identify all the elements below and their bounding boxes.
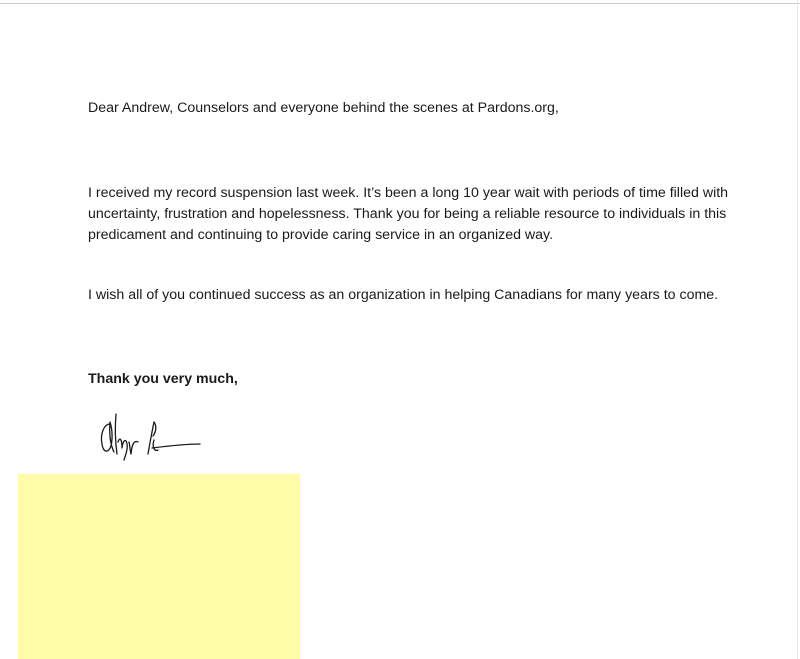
greeting: Dear Andrew, Counselors and everyone behind the scenes at Pardons.org, bbox=[88, 100, 559, 116]
closing: Thank you very much, bbox=[88, 371, 238, 387]
sticky-note bbox=[18, 474, 300, 659]
paragraph-1-line: I received my record suspension last week. It’s been a long 10 year wait with periods of time filled with bbox=[88, 185, 729, 201]
paragraph-1-line: uncertainty, frustration and hopelessness. Thank you for being a reliable resource to individuals in this bbox=[88, 206, 727, 222]
paragraph-1-line: predicament and continuing to provide caring service in an organized way. bbox=[88, 227, 554, 243]
paragraph-2: I wish all of you continued success as an organization in helping Canadians for many years to come. bbox=[88, 287, 719, 303]
signature-icon bbox=[96, 410, 206, 462]
scan-right-edge bbox=[797, 0, 798, 659]
paragraph-1 bbox=[88, 183, 728, 246]
scan-top-edge bbox=[0, 3, 800, 4]
